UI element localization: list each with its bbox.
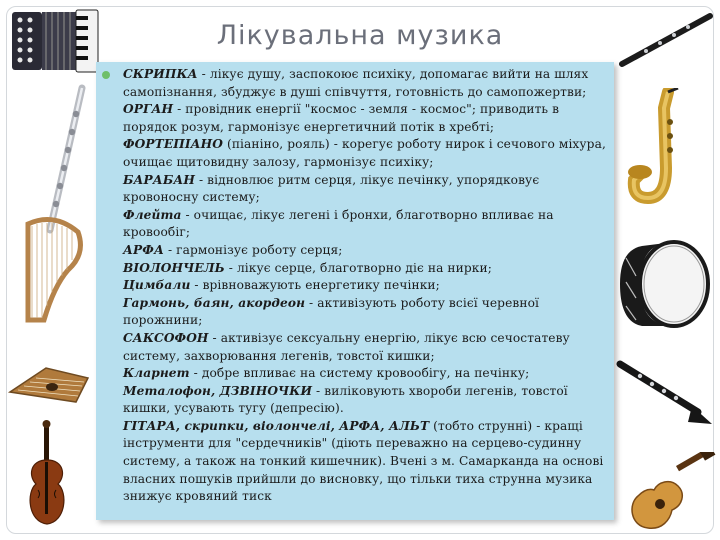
accordion-image xyxy=(10,6,102,76)
paragraph xyxy=(123,260,609,278)
entry-term: Флейта xyxy=(123,207,182,222)
entry-term: Гармонь, баян, акордеон xyxy=(123,295,306,310)
paragraph xyxy=(123,242,609,260)
paragraph xyxy=(123,330,609,365)
paragraph xyxy=(123,295,609,330)
entry-term: ФОРТЕПІАНО xyxy=(123,137,223,152)
entry-term: СКРИПКА xyxy=(123,67,198,81)
clarinet-top-image xyxy=(616,10,714,68)
text-box xyxy=(96,62,614,520)
text-content xyxy=(123,66,609,506)
entry-term: АРФА xyxy=(123,242,164,257)
guitar-image xyxy=(624,452,716,532)
paragraph xyxy=(123,418,609,506)
entry-text: - врівноважують енергетику печінки; xyxy=(190,278,440,293)
entry-term: Металофон, ДЗВІНОЧКИ xyxy=(123,383,313,398)
entry-text: - гармонізує роботу серця; xyxy=(163,242,343,257)
drum-image xyxy=(612,236,712,336)
entry-term: БАРАБАН xyxy=(123,172,195,187)
entry-term: ВІОЛОНЧЕЛЬ xyxy=(123,260,225,275)
saxophone-image xyxy=(618,88,698,208)
entry-term: САКСОФОН xyxy=(123,330,209,345)
entry-text: - виліковують хвороби легенів, товстої кишки, усувають тугу (депресію). xyxy=(123,383,568,416)
zither-image xyxy=(6,362,92,406)
entry-text: - очищає, лікує легені і бронхи, благотворно впливає на кровообіг; xyxy=(123,207,554,240)
harp-image xyxy=(18,214,90,326)
entry-term: ГІТАРА, скрипки, віолончелі, АРФА, АЛЬТ xyxy=(123,418,430,433)
flute-image xyxy=(36,84,96,234)
paragraph xyxy=(123,365,609,383)
entry-text: (тобто струнні) - кращі інструменти для "сердечників" (діють переважно на серцево-судинну систему, а також на тонкий кишечник). Вчені з м. Самарканда на основі власних пошуків прийшли до висновку, що тільки тиха струнна музика знижує кровяний тиск xyxy=(123,418,604,504)
slide-title: Лікувальна музика xyxy=(216,20,504,51)
paragraph xyxy=(123,207,609,242)
paragraph xyxy=(123,277,609,295)
entry-text: - лікує серце, благотворно діє на нирки; xyxy=(224,260,492,275)
entry-text: (піаніно, рояль) - корегує роботу нирок і сечового міхура, очищає щитовидну залозу, гармонізує психіку; xyxy=(123,137,606,169)
bullet-icon xyxy=(102,71,110,79)
paragraph xyxy=(123,101,609,136)
paragraph xyxy=(123,172,609,207)
paragraph xyxy=(123,383,609,418)
entry-term: ОРГАН xyxy=(123,102,174,117)
entry-text: - відновлює ритм серця, лікує печінку, упорядковує кровоносну систему; xyxy=(123,172,540,205)
entry-text: - добре впливає на систему кровообігу, на печінку; xyxy=(189,366,530,381)
entry-text: - активізує сексуальну енергію, лікує всю сечостатеву систему, захворювання легенів, товстої кишки; xyxy=(123,330,570,363)
entry-text: - провідник енергії "космос - земля - космос"; приводить в порядок розум, гармонізує енергетичний потік в хребті; xyxy=(123,102,560,134)
paragraph xyxy=(123,136,609,171)
clarinet-image xyxy=(616,358,716,428)
violin-image xyxy=(22,420,72,528)
entry-term: Кларнет xyxy=(123,366,190,381)
entry-term: Цимбали xyxy=(123,278,191,293)
entry-text: - активізують роботу всієї черевної порожнини; xyxy=(123,295,540,328)
entry-text: - лікує душу, заспокоює психіку, допомагає вийти на шлях самопізнання, збуджує в душі співчуття, готовність до самопожертви; xyxy=(123,67,589,99)
paragraph xyxy=(123,66,609,101)
